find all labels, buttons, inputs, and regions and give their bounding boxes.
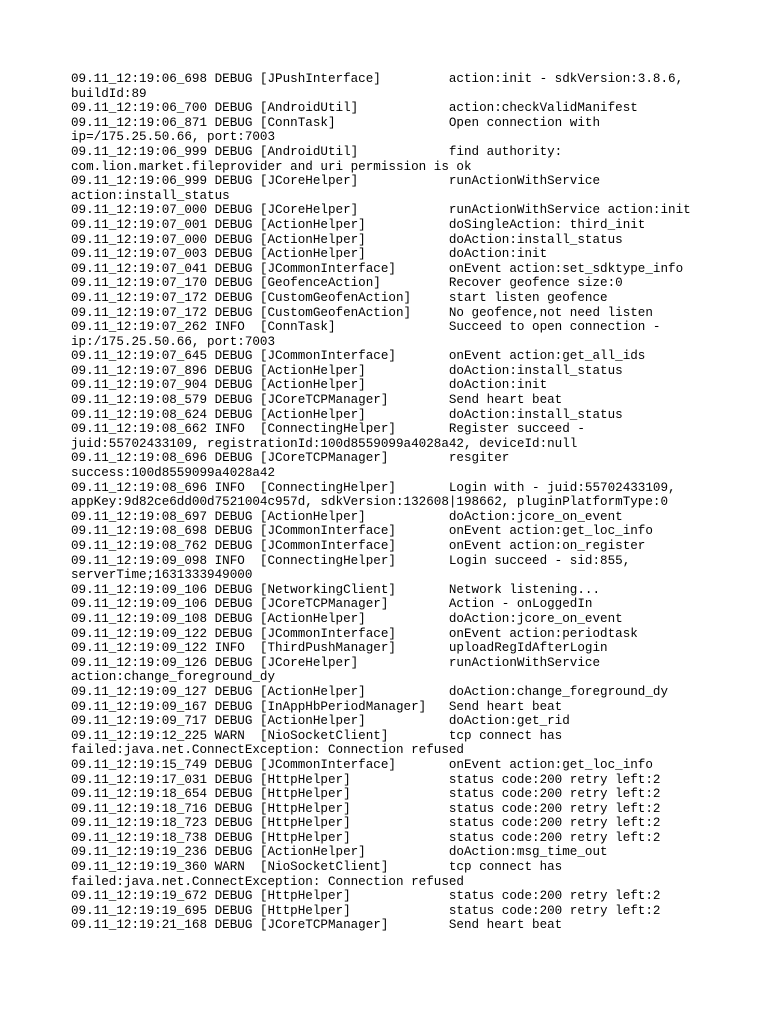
- log-line: 09.11_12:19:17_031 DEBUG [HttpHelper] status code:200 retry left:2: [71, 772, 661, 787]
- log-line: 09.11_12:19:09_098 INFO [ConnectingHelper] Login succeed - sid:855,: [71, 553, 631, 568]
- log-line: success:100d8559099a4028a42: [71, 466, 276, 481]
- log-line: 09.11_12:19:18_716 DEBUG [HttpHelper] status code:200 retry left:2: [71, 801, 661, 816]
- log-line: 09.11_12:19:07_172 DEBUG [CustomGeofenAction] No geofence,not need listen: [71, 305, 653, 320]
- log-line: 09.11_12:19:09_106 DEBUG [NetworkingClient] Network listening...: [71, 582, 601, 597]
- log-line: 09.11_12:19:06_871 DEBUG [ConnTask] Open connection with: [71, 115, 601, 130]
- log-line: 09.11_12:19:07_904 DEBUG [ActionHelper] doAction:init: [71, 378, 548, 393]
- log-line: 09.11_12:19:06_999 DEBUG [AndroidUtil] find authority:: [71, 144, 563, 159]
- log-line: 09.11_12:19:07_262 INFO [ConnTask] Succeed to open connection -: [71, 320, 661, 335]
- log-line: 09.11_12:19:07_000 DEBUG [ActionHelper] doAction:install_status: [71, 232, 623, 247]
- log-line: com.lion.market.fileprovider and uri permission is ok: [71, 159, 472, 174]
- log-line: action:install_status: [71, 188, 230, 203]
- log-line: serverTime;1631333949000: [71, 568, 253, 583]
- log-line: juid:55702433109, registrationId:100d8559099a4028a42, deviceId:null: [71, 436, 578, 451]
- log-line: 09.11_12:19:15_749 DEBUG [JCommonInterface] onEvent action:get_loc_info: [71, 757, 653, 772]
- log-line: 09.11_12:19:09_126 DEBUG [JCoreHelper] runActionWithService: [71, 655, 601, 670]
- log-line: 09.11_12:19:09_122 DEBUG [JCommonInterface] onEvent action:periodtask: [71, 626, 638, 641]
- log-line: 09.11_12:19:06_698 DEBUG [JPushInterface] action:init - sdkVersion:3.8.6,: [71, 72, 684, 86]
- log-line: 09.11_12:19:07_170 DEBUG [GeofenceAction] Recover geofence size:0: [71, 276, 623, 291]
- log-line: 09.11_12:19:07_000 DEBUG [JCoreHelper] runActionWithService action:init: [71, 203, 691, 218]
- log-text-block: [71, 72, 731, 933]
- log-line: 09.11_12:19:07_003 DEBUG [ActionHelper] doAction:init: [71, 247, 548, 262]
- log-line: action:change_foreground_dy: [71, 670, 276, 685]
- log-line: 09.11_12:19:08_624 DEBUG [ActionHelper] doAction:install_status: [71, 407, 623, 422]
- log-line: 09.11_12:19:21_168 DEBUG [JCoreTCPManager] Send heart beat: [71, 918, 563, 933]
- log-line: 09.11_12:19:18_738 DEBUG [HttpHelper] status code:200 retry left:2: [71, 830, 661, 845]
- log-line: 09.11_12:19:09_127 DEBUG [ActionHelper] doAction:change_foreground_dy: [71, 684, 669, 699]
- log-line: 09.11_12:19:09_717 DEBUG [ActionHelper] doAction:get_rid: [71, 714, 570, 729]
- log-line: 09.11_12:19:12_225 WARN [NioSocketClient] tcp connect has: [71, 728, 563, 743]
- log-line: 09.11_12:19:07_041 DEBUG [JCommonInterface] onEvent action:set_sdktype_info: [71, 261, 684, 276]
- log-line: 09.11_12:19:08_696 INFO [ConnectingHelper] Login with - juid:55702433109,: [71, 480, 676, 495]
- log-line: 09.11_12:19:07_896 DEBUG [ActionHelper] doAction:install_status: [71, 363, 623, 378]
- log-line: 09.11_12:19:08_696 DEBUG [JCoreTCPManager] resgiter: [71, 451, 510, 466]
- log-line: 09.11_12:19:19_360 WARN [NioSocketClient] tcp connect has: [71, 860, 563, 875]
- log-line: 09.11_12:19:08_698 DEBUG [JCommonInterface] onEvent action:get_loc_info: [71, 524, 653, 539]
- log-line: 09.11_12:19:07_001 DEBUG [ActionHelper] doSingleAction: third_init: [71, 217, 646, 232]
- log-line: 09.11_12:19:19_236 DEBUG [ActionHelper] doAction:msg_time_out: [71, 845, 608, 860]
- log-line: buildId:89: [71, 86, 147, 101]
- log-line: 09.11_12:19:19_695 DEBUG [HttpHelper] status code:200 retry left:2: [71, 903, 661, 918]
- log-line: 09.11_12:19:09_122 INFO [ThirdPushManager] uploadRegIdAfterLogin: [71, 641, 608, 656]
- log-line: 09.11_12:19:09_108 DEBUG [ActionHelper] doAction:jcore_on_event: [71, 611, 623, 626]
- log-line: 09.11_12:19:08_762 DEBUG [JCommonInterface] onEvent action:on_register: [71, 539, 646, 553]
- log-line: 09.11_12:19:18_654 DEBUG [HttpHelper] status code:200 retry left:2: [71, 787, 661, 802]
- log-line: ip=/175.25.50.66, port:7003: [71, 130, 276, 145]
- log-line: 09.11_12:19:06_999 DEBUG [JCoreHelper] runActionWithService: [71, 174, 601, 189]
- log-line: 09.11_12:19:08_662 INFO [ConnectingHelper] Register succeed -: [71, 422, 585, 437]
- log-line: appKey:9d82ce6dd00d7521004c957d, sdkVersion:132608|198662, pluginPlatformType:0: [71, 495, 669, 510]
- log-line: failed:java.net.ConnectException: Connection refused: [71, 874, 464, 889]
- log-line: 09.11_12:19:07_172 DEBUG [CustomGeofenAction] start listen geofence: [71, 290, 608, 305]
- log-line: 09.11_12:19:19_672 DEBUG [HttpHelper] status code:200 retry left:2: [71, 889, 661, 904]
- log-line: 09.11_12:19:08_697 DEBUG [ActionHelper] doAction:jcore_on_event: [71, 509, 623, 524]
- log-line: 09.11_12:19:18_723 DEBUG [HttpHelper] status code:200 retry left:2: [71, 816, 661, 831]
- log-line: ip:/175.25.50.66, port:7003: [71, 334, 276, 349]
- log-line: 09.11_12:19:08_579 DEBUG [JCoreTCPManager] Send heart beat: [71, 393, 563, 408]
- log-line: 09.11_12:19:09_106 DEBUG [JCoreTCPManager] Action - onLoggedIn: [71, 597, 593, 612]
- log-line: failed:java.net.ConnectException: Connection refused: [71, 743, 464, 758]
- log-line: 09.11_12:19:09_167 DEBUG [InAppHbPeriodManager] Send heart beat: [71, 699, 563, 714]
- log-line: 09.11_12:19:07_645 DEBUG [JCommonInterface] onEvent action:get_all_ids: [71, 349, 646, 364]
- log-line: 09.11_12:19:06_700 DEBUG [AndroidUtil] action:checkValidManifest: [71, 101, 638, 116]
